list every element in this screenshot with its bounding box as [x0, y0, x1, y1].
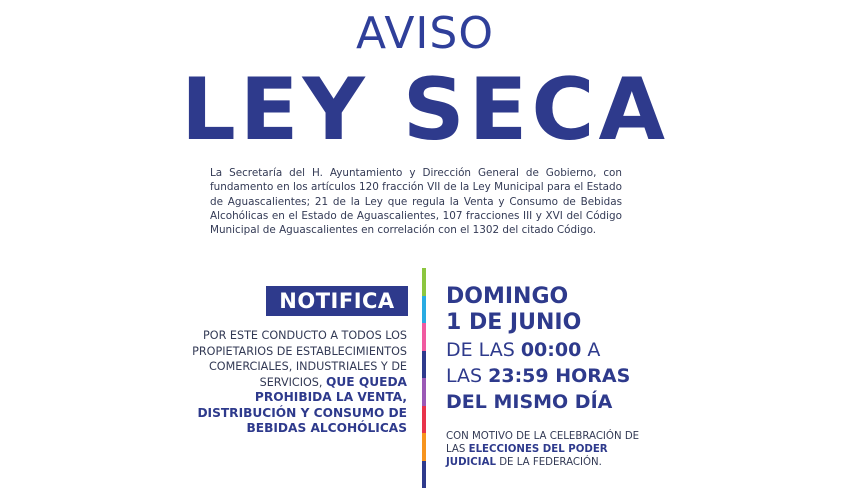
notifica-text-bold: QUE QUEDA PROHIBIDA LA VENTA, DISTRIBUCIÓN Y CONSUMO DE BEBIDAS ALCOHÓLICAS — [197, 374, 407, 435]
schedule-from-time: 00:00 — [520, 339, 582, 361]
divider-segment — [422, 461, 426, 489]
divider-segment — [422, 433, 426, 461]
schedule-to-day — [446, 390, 646, 414]
schedule-date: 1 DE JUNIO — [446, 310, 582, 335]
schedule-from-suffix: A — [587, 339, 601, 361]
color-divider — [422, 268, 426, 488]
motivo-part1: CON MOTIVO DE LA CELEBRACIÓN DE LAS — [446, 431, 640, 456]
schedule-from-prefix: DE LAS — [446, 339, 515, 361]
schedule-to — [446, 364, 646, 388]
divider-segment — [422, 406, 426, 434]
divider-segment — [422, 296, 426, 324]
divider-segment — [422, 351, 426, 379]
notifica-badge: NOTIFICA — [266, 286, 408, 316]
intro-paragraph: La Secretaría del H. Ayuntamiento y Dirección General de Gobierno, con fundamento en los artículos 120 fracción VII de la Ley Municipal para el Estado de Aguascalientes; 21 de la Ley que regula la Venta y Consumo de Bebidas Alcohólicas en el Estado de Aguascalientes, 107 fracciones III y XVI del Código Municipal de Aguascalientes en correlación con el 1302 del citado Código. — [210, 167, 622, 237]
schedule-to-prefix: LAS — [446, 365, 483, 387]
divider-segment — [422, 323, 426, 351]
notifica-text — [180, 328, 407, 437]
schedule-from — [446, 338, 646, 362]
motivo-bold: ELECCIONES DEL PODER JUDICIAL — [446, 444, 608, 469]
motivo-part2: DE LA FEDERACIÓN. — [499, 457, 602, 469]
motivo-text — [446, 430, 646, 470]
notifica-text-normal: POR ESTE CONDUCTO A TODOS LOS PROPIETARIOS DE ESTABLECIMIENTOS COMERCIALES, INDUSTRIALES Y DE SERVICIOS, — [192, 329, 407, 389]
divider-segment — [422, 268, 426, 296]
schedule-day: DOMINGO — [446, 284, 569, 309]
schedule-to-time: 23:59 HORAS — [488, 365, 631, 387]
divider-segment — [422, 378, 426, 406]
aviso-heading: AVISO — [356, 8, 494, 59]
page-title: LEY SECA — [180, 60, 670, 160]
schedule-to-day-label: DEL MISMO DÍA — [446, 391, 613, 413]
schedule-block — [446, 284, 646, 414]
